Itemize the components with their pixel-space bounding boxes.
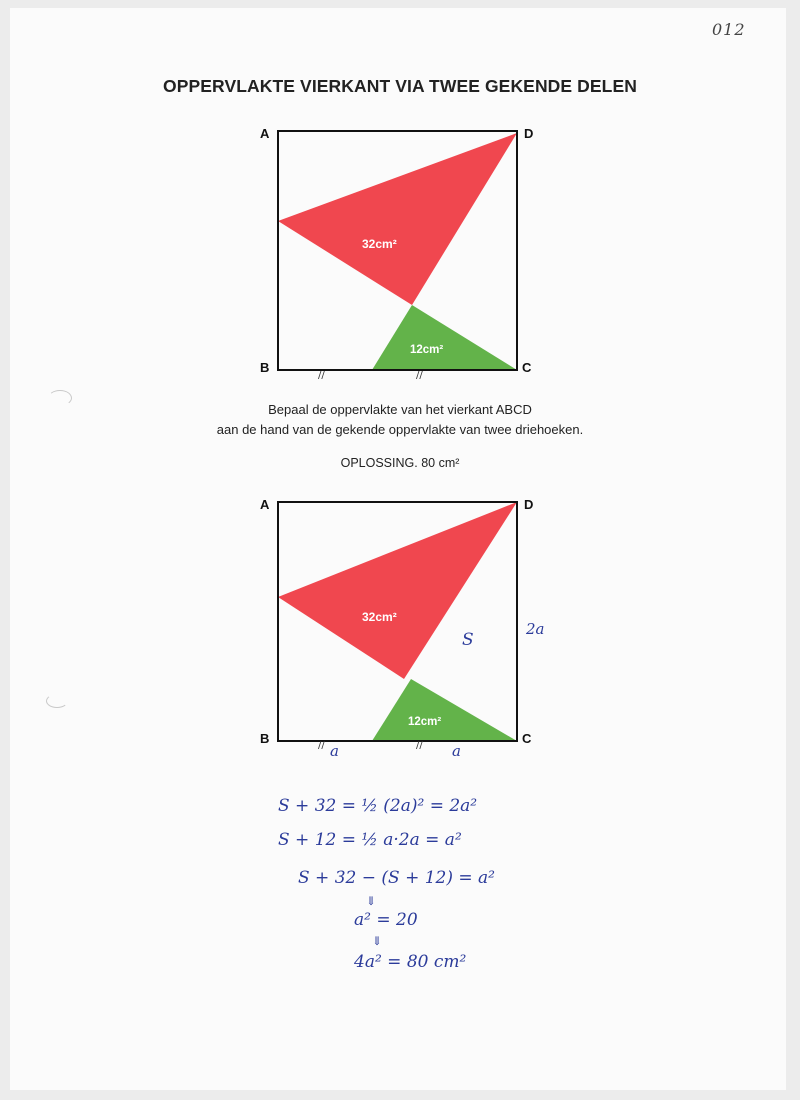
handwritten-equation-4: a² = 20: [354, 910, 418, 930]
red-triangle: [278, 502, 517, 679]
handwritten-side-a-left: a: [330, 742, 339, 760]
red-area-label: 32cm²: [362, 610, 397, 624]
handwritten-equation-2: S + 12 = ½ a·2a = a²: [278, 830, 462, 850]
scan-smudge-1: [48, 390, 72, 406]
vertex-label-c: C: [522, 731, 532, 746]
vertex-label-a: A: [260, 497, 270, 512]
answer-text: OPLOSSING. 80 cm²: [340, 456, 460, 470]
tick-mark-right: //: [416, 370, 423, 380]
question-line-1: Bepaal de oppervlakte van het vierkant ABCD: [268, 402, 532, 417]
tick-mark-right: //: [416, 740, 423, 749]
handwritten-region-s: S: [462, 630, 474, 650]
handwritten-equation-3: S + 32 − (S + 12) = a²: [298, 868, 495, 888]
question-text: [0, 400, 800, 440]
handwritten-side-a-right: a: [452, 742, 461, 760]
green-triangle: [372, 679, 517, 741]
implies-arrow-2: ⇓: [372, 934, 383, 948]
vertex-label-a: A: [260, 126, 270, 141]
page-title: OPPERVLAKTE VIERKANT VIA TWEE GEKENDE DELEN: [163, 76, 637, 96]
handwritten-equation-1: S + 32 = ½ (2a)² = 2a²: [278, 796, 478, 816]
square-figure-problem: [252, 118, 552, 380]
green-triangle: [372, 305, 517, 370]
green-area-label: 12cm²: [410, 344, 444, 356]
red-area-label: 32cm²: [362, 237, 397, 251]
vertex-label-b: B: [260, 360, 270, 375]
scan-smudge-2: [46, 694, 68, 708]
vertex-label-c: C: [522, 360, 532, 375]
question-line-2: aan de hand van de gekende oppervlakte van twee driehoeken.: [216, 422, 584, 437]
tick-mark-left: //: [318, 370, 325, 380]
vertex-label-d: D: [524, 126, 534, 141]
handwritten-side-2a: 2a: [526, 620, 545, 638]
square-figure-solution: [252, 487, 552, 749]
green-area-label: 12cm²: [408, 716, 442, 728]
red-triangle: [278, 133, 517, 305]
tick-mark-left: //: [318, 740, 325, 749]
vertex-label-d: D: [524, 497, 534, 512]
vertex-label-b: B: [260, 731, 270, 746]
implies-arrow-1: ⇓: [366, 894, 377, 908]
handwritten-equation-5: 4a² = 80 cm²: [354, 952, 467, 972]
page-number: 012: [712, 20, 746, 39]
